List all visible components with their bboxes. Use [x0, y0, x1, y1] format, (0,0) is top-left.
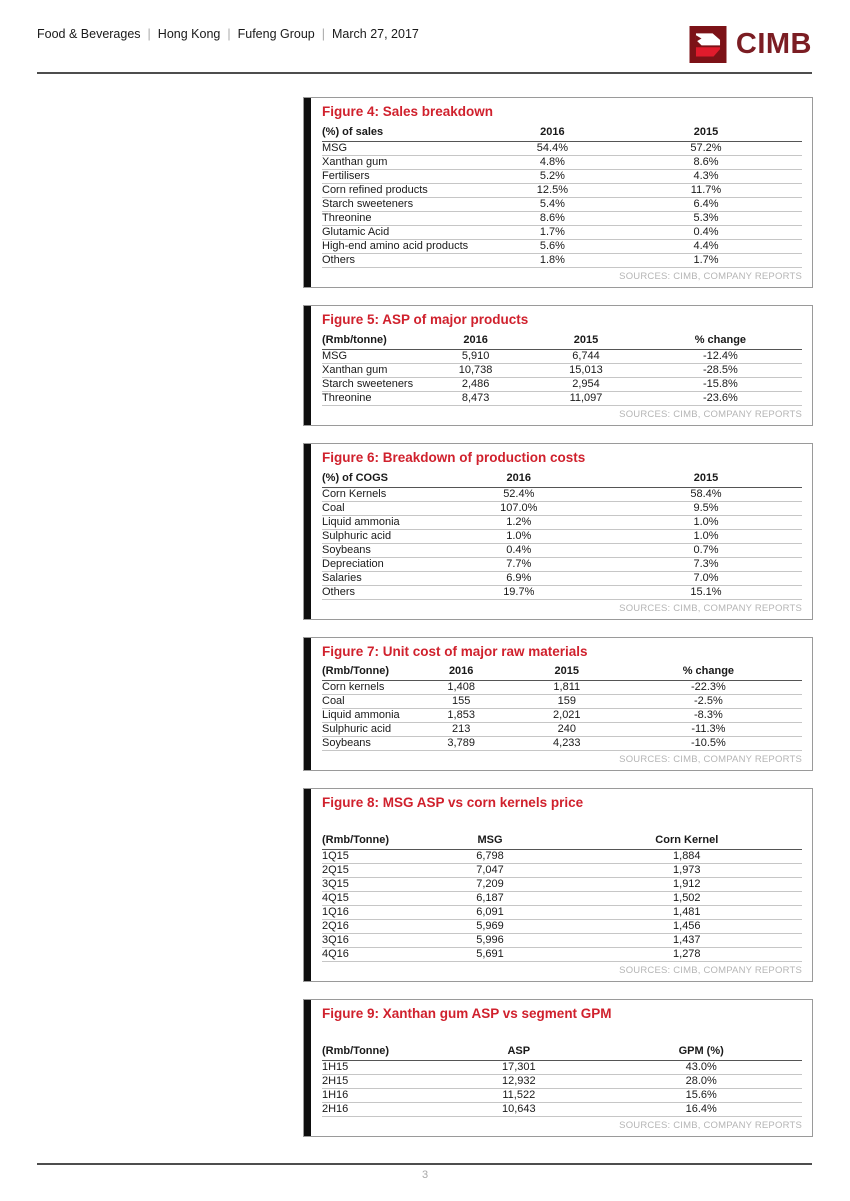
table-row [322, 723, 802, 737]
column-header: (%) of COGS [322, 471, 428, 488]
row-label-cell: 1Q16 [322, 906, 408, 920]
row-label-cell: 2H15 [322, 1075, 437, 1089]
row-label-cell: Salaries [322, 571, 428, 585]
table-row [322, 515, 802, 529]
table-row [322, 169, 802, 183]
table-row [322, 155, 802, 169]
figure-data-table [322, 833, 802, 962]
figure-data-table [322, 1044, 802, 1117]
value-cell: 240 [519, 723, 615, 737]
column-header: 2016 [428, 471, 610, 488]
source-note: SOURCES: CIMB, COMPANY REPORTS [619, 602, 802, 614]
breadcrumb-separator: | [321, 27, 325, 41]
table-row [322, 920, 802, 934]
figure-data-table [322, 125, 802, 268]
value-cell: 5,996 [408, 934, 571, 948]
value-cell: 10,738 [418, 363, 533, 377]
value-cell: 159 [519, 695, 615, 709]
column-header: Corn Kernel [572, 833, 802, 850]
figure-data-table [322, 333, 802, 406]
table-row [322, 225, 802, 239]
value-cell: 1.2% [428, 515, 610, 529]
column-header: 2015 [533, 333, 639, 350]
column-header: (Rmb/Tonne) [322, 664, 404, 681]
row-label-cell: 2H16 [322, 1103, 437, 1117]
value-cell: 16.4% [600, 1103, 802, 1117]
breadcrumb-separator: | [147, 27, 151, 41]
table-row [322, 557, 802, 571]
figure-5-block [303, 305, 813, 426]
value-cell: -15.8% [639, 377, 802, 391]
value-cell: 1,811 [519, 681, 615, 695]
row-label-cell: Others [322, 585, 428, 599]
value-cell: 0.4% [610, 225, 802, 239]
table-row [322, 377, 802, 391]
value-cell: -8.3% [615, 709, 802, 723]
value-cell: 2,021 [519, 709, 615, 723]
table-row [322, 349, 802, 363]
value-cell: 5.4% [495, 197, 610, 211]
table-row [322, 571, 802, 585]
figure-6-block [303, 443, 813, 620]
table-row [322, 948, 802, 962]
value-cell: 6,187 [408, 892, 571, 906]
source-note: SOURCES: CIMB, COMPANY REPORTS [619, 1120, 802, 1132]
value-cell: 6,744 [533, 349, 639, 363]
value-cell: 8,473 [418, 391, 533, 405]
table-row [322, 487, 802, 501]
table-row [322, 501, 802, 515]
figure-title: Figure 5: ASP of major products [322, 311, 529, 327]
row-label-cell: MSG [322, 349, 418, 363]
row-label-cell: Xanthan gum [322, 363, 418, 377]
value-cell: 1.0% [610, 515, 802, 529]
figure-accent-bar [304, 1000, 311, 1136]
row-label-cell: Corn kernels [322, 681, 404, 695]
value-cell: 5,691 [408, 948, 571, 962]
row-label-cell: Sulphuric acid [322, 529, 428, 543]
value-cell: 107.0% [428, 501, 610, 515]
value-cell: 7.0% [610, 571, 802, 585]
row-label-cell: Starch sweeteners [322, 197, 495, 211]
value-cell: -2.5% [615, 695, 802, 709]
figure-9-block [303, 999, 813, 1137]
table-header-row [322, 664, 802, 681]
figure-accent-bar [304, 444, 311, 619]
table-header-row [322, 471, 802, 488]
value-cell: 11.7% [610, 183, 802, 197]
table-row [322, 183, 802, 197]
value-cell: 5.2% [495, 169, 610, 183]
column-header: 2015 [610, 471, 802, 488]
source-note: SOURCES: CIMB, COMPANY REPORTS [619, 270, 802, 282]
row-label-cell: Sulphuric acid [322, 723, 404, 737]
row-label-cell: Others [322, 253, 495, 267]
table-header-row [322, 333, 802, 350]
table-row [322, 1061, 802, 1075]
figure-title: Figure 4: Sales breakdown [322, 104, 494, 119]
table-row [322, 585, 802, 599]
figure-accent-bar [304, 789, 311, 981]
value-cell: 0.7% [610, 543, 802, 557]
row-label-cell: Liquid ammonia [322, 709, 404, 723]
value-cell: 1,408 [404, 681, 519, 695]
row-label-cell: Corn refined products [322, 183, 495, 197]
source-note: SOURCES: CIMB, COMPANY REPORTS [619, 965, 802, 977]
table-row [322, 543, 802, 557]
table-row [322, 211, 802, 225]
figure-title: Figure 9: Xanthan gum ASP vs segment GPM [322, 1006, 612, 1022]
table-row [322, 850, 802, 864]
row-label-cell: Soybeans [322, 737, 404, 751]
value-cell: 4,233 [519, 737, 615, 751]
value-cell: 1,456 [572, 920, 802, 934]
row-label-cell: 2Q16 [322, 920, 408, 934]
value-cell: 15,013 [533, 363, 639, 377]
row-label-cell: MSG [322, 141, 495, 155]
row-label-cell: Coal [322, 695, 404, 709]
value-cell: 1.7% [610, 253, 802, 267]
value-cell: 15.1% [610, 585, 802, 599]
value-cell: 1,481 [572, 906, 802, 920]
table-row [322, 878, 802, 892]
column-header: 2015 [610, 125, 802, 142]
value-cell: -12.4% [639, 349, 802, 363]
value-cell: 155 [404, 695, 519, 709]
value-cell: 6,091 [408, 906, 571, 920]
value-cell: 4.3% [610, 169, 802, 183]
header-divider [37, 72, 812, 74]
cimb-logo [689, 26, 812, 63]
value-cell: 1.0% [428, 529, 610, 543]
breadcrumb-separator: | [227, 27, 231, 41]
table-row [322, 529, 802, 543]
value-cell: 52.4% [428, 487, 610, 501]
table-row [322, 391, 802, 405]
value-cell: 19.7% [428, 585, 610, 599]
figure-title: Figure 6: Breakdown of production costs [322, 449, 586, 465]
value-cell: 58.4% [610, 487, 802, 501]
column-header: (Rmb/Tonne) [322, 833, 408, 850]
value-cell: 5,910 [418, 349, 533, 363]
value-cell: 6.4% [610, 197, 802, 211]
column-header: % change [615, 664, 802, 681]
cimb-logo-icon [689, 26, 727, 63]
value-cell: 1,973 [572, 864, 802, 878]
value-cell: 7,209 [408, 878, 571, 892]
table-row [322, 1075, 802, 1089]
value-cell: -28.5% [639, 363, 802, 377]
page-header [37, 24, 812, 63]
row-label-cell: High-end amino acid products [322, 239, 495, 253]
breadcrumb-item: Hong Kong [157, 27, 221, 41]
figure-8-block [303, 788, 813, 982]
breadcrumb-item: Fufeng Group [237, 27, 315, 41]
row-label-cell: Glutamic Acid [322, 225, 495, 239]
row-label-cell: 4Q15 [322, 892, 408, 906]
table-row [322, 1089, 802, 1103]
table-row [322, 253, 802, 267]
value-cell: 213 [404, 723, 519, 737]
table-row [322, 1103, 802, 1117]
table-row [322, 695, 802, 709]
value-cell: 43.0% [600, 1061, 802, 1075]
row-label-cell: Coal [322, 501, 428, 515]
value-cell: 17,301 [437, 1061, 600, 1075]
source-note: SOURCES: CIMB, COMPANY REPORTS [619, 408, 802, 420]
value-cell: -22.3% [615, 681, 802, 695]
value-cell: 11,097 [533, 391, 639, 405]
row-label-cell: Starch sweeteners [322, 377, 418, 391]
value-cell: 54.4% [495, 141, 610, 155]
row-label-cell: 3Q15 [322, 878, 408, 892]
table-row [322, 737, 802, 751]
value-cell: 28.0% [600, 1075, 802, 1089]
value-cell: 5.6% [495, 239, 610, 253]
cimb-logo-text: CIMB [735, 28, 812, 60]
value-cell: 6,798 [408, 850, 571, 864]
value-cell: -10.5% [615, 737, 802, 751]
figure-data-table [322, 471, 802, 600]
value-cell: 6.9% [428, 571, 610, 585]
column-header: ASP [437, 1044, 600, 1061]
row-label-cell: Liquid ammonia [322, 515, 428, 529]
column-header: (%) of sales [322, 125, 495, 142]
value-cell: 2,954 [533, 377, 639, 391]
figure-7-block [303, 637, 813, 772]
value-cell: -23.6% [639, 391, 802, 405]
table-row [322, 892, 802, 906]
column-header: 2015 [519, 664, 615, 681]
value-cell: 1,502 [572, 892, 802, 906]
row-label-cell: 1Q15 [322, 850, 408, 864]
value-cell: 5,969 [408, 920, 571, 934]
table-header-row [322, 1044, 802, 1061]
value-cell: 7.7% [428, 557, 610, 571]
source-note: SOURCES: CIMB, COMPANY REPORTS [619, 754, 802, 766]
breadcrumb-item: Food & Beverages [37, 27, 141, 41]
value-cell: 2,486 [418, 377, 533, 391]
table-header-row [322, 125, 802, 142]
value-cell: 12,932 [437, 1075, 600, 1089]
footer-divider [37, 1163, 812, 1165]
row-label-cell: 4Q16 [322, 948, 408, 962]
table-row [322, 197, 802, 211]
figure-accent-bar [304, 98, 311, 287]
column-header: GPM (%) [600, 1044, 802, 1061]
row-label-cell: 1H15 [322, 1061, 437, 1075]
value-cell: 8.6% [495, 211, 610, 225]
row-label-cell: Threonine [322, 391, 418, 405]
value-cell: 1.7% [495, 225, 610, 239]
table-row [322, 709, 802, 723]
value-cell: 1,278 [572, 948, 802, 962]
column-header: (Rmb/tonne) [322, 333, 418, 350]
table-row [322, 239, 802, 253]
value-cell: 1,884 [572, 850, 802, 864]
value-cell: 7,047 [408, 864, 571, 878]
breadcrumb [37, 24, 419, 41]
column-header: (Rmb/Tonne) [322, 1044, 437, 1061]
table-row [322, 906, 802, 920]
figure-accent-bar [304, 306, 311, 425]
figure-accent-bar [304, 638, 311, 771]
row-label-cell: 2Q15 [322, 864, 408, 878]
value-cell: 15.6% [600, 1089, 802, 1103]
value-cell: 1.0% [610, 529, 802, 543]
table-row [322, 681, 802, 695]
value-cell: 10,643 [437, 1103, 600, 1117]
row-label-cell: 1H16 [322, 1089, 437, 1103]
row-label-cell: 3Q16 [322, 934, 408, 948]
figure-4-block [303, 97, 813, 288]
value-cell: 4.8% [495, 155, 610, 169]
value-cell: 1,853 [404, 709, 519, 723]
value-cell: 7.3% [610, 557, 802, 571]
table-row [322, 141, 802, 155]
column-header: 2016 [495, 125, 610, 142]
value-cell: 8.6% [610, 155, 802, 169]
value-cell: 12.5% [495, 183, 610, 197]
figure-data-table [322, 664, 802, 751]
value-cell: 3,789 [404, 737, 519, 751]
column-header: % change [639, 333, 802, 350]
row-label-cell: Corn Kernels [322, 487, 428, 501]
breadcrumb-item: March 27, 2017 [332, 27, 419, 41]
page-number: 3 [421, 1169, 429, 1181]
value-cell: 57.2% [610, 141, 802, 155]
column-header: 2016 [418, 333, 533, 350]
value-cell: 11,522 [437, 1089, 600, 1103]
row-label-cell: Xanthan gum [322, 155, 495, 169]
table-row [322, 864, 802, 878]
value-cell: 1,437 [572, 934, 802, 948]
table-row [322, 934, 802, 948]
value-cell: -11.3% [615, 723, 802, 737]
row-label-cell: Threonine [322, 211, 495, 225]
figure-title: Figure 7: Unit cost of major raw materials [322, 643, 588, 659]
value-cell: 1,912 [572, 878, 802, 892]
value-cell: 4.4% [610, 239, 802, 253]
column-header: 2016 [404, 664, 519, 681]
value-cell: 0.4% [428, 543, 610, 557]
table-row [322, 363, 802, 377]
row-label-cell: Fertilisers [322, 169, 495, 183]
table-header-row [322, 833, 802, 850]
value-cell: 1.8% [495, 253, 610, 267]
figure-title: Figure 8: MSG ASP vs corn kernels price [322, 795, 584, 811]
column-header: MSG [408, 833, 571, 850]
row-label-cell: Soybeans [322, 543, 428, 557]
figures-column [303, 97, 813, 1154]
value-cell: 9.5% [610, 501, 802, 515]
row-label-cell: Depreciation [322, 557, 428, 571]
value-cell: 5.3% [610, 211, 802, 225]
